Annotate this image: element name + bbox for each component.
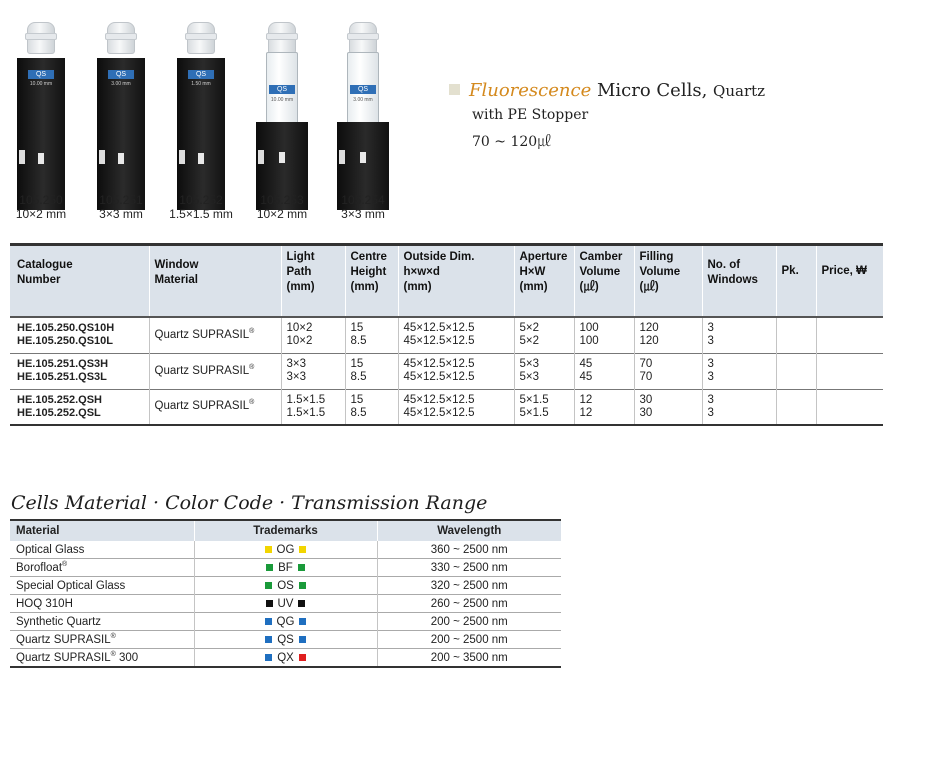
cell-trademark	[194, 559, 377, 577]
table-row	[10, 613, 561, 631]
col-price: Price, ₩	[816, 245, 883, 318]
cell-material: HOQ 310H	[16, 597, 73, 610]
trademark-code: BF	[278, 561, 293, 574]
title-accent: Fluorescence	[469, 80, 592, 101]
color-swatch-icon	[299, 618, 306, 625]
cell-centre-height: 15 8.5	[345, 353, 398, 389]
cell-price	[816, 389, 883, 425]
color-swatch-icon	[298, 564, 305, 571]
cell-material: Quartz SUPRASIL®	[149, 389, 281, 425]
cell-windows: 3 3	[702, 389, 776, 425]
cuvette-body	[177, 58, 225, 210]
side-window	[179, 150, 185, 164]
color-swatch-icon	[299, 582, 306, 589]
cuvette-dim: 3.00 mm	[353, 97, 373, 103]
title-main: Micro Cells,	[596, 80, 708, 101]
cell-windows: 3 3	[702, 317, 776, 353]
side-window	[258, 150, 264, 164]
cuvette-label: QS	[108, 70, 134, 79]
col-catalogue: Catalogue Number	[10, 245, 149, 318]
product-caption	[318, 193, 408, 221]
cell-wavelength: 360 ~ 2500 nm	[377, 541, 561, 559]
product-title	[449, 80, 765, 101]
cell-filling-volume: 120 120	[634, 317, 702, 353]
cell-aperture: 5×2 5×2	[514, 317, 574, 353]
cell-trademark	[194, 541, 377, 559]
col-material: Window Material	[149, 245, 281, 318]
cell-price	[816, 317, 883, 353]
product-size: 10×2 mm	[256, 207, 308, 221]
color-swatch-icon	[265, 618, 272, 625]
cell-catalogue: HE.105.252.QSH HE.105.252.QSL	[17, 393, 102, 419]
cell-material: Quartz SUPRASIL®	[149, 353, 281, 389]
product-size: 3×3 mm	[341, 207, 385, 221]
side-window	[339, 150, 345, 164]
col-mat-material: Material	[10, 520, 194, 541]
cell-material: Quartz SUPRASIL®	[16, 632, 116, 646]
cell-trademark	[194, 577, 377, 595]
stopper	[107, 22, 135, 54]
product-size: 1.5×1.5 mm	[169, 207, 233, 221]
table-row	[10, 541, 561, 559]
cell-outside-dim: 45×12.5×12.5 45×12.5×12.5	[398, 353, 514, 389]
cuvette-body	[17, 58, 65, 210]
cuvette-dim: 3.00 mm	[111, 81, 131, 87]
product-subtitle: with PE Stopper	[472, 107, 589, 123]
trademark-code: OG	[276, 543, 295, 556]
trademark-code: QG	[276, 615, 295, 628]
cell-trademark	[194, 595, 377, 613]
cell-camber-volume: 45 45	[574, 353, 634, 389]
cell-trademark	[194, 613, 377, 631]
cell-light-path: 3×3 3×3	[281, 353, 345, 389]
cell-wavelength: 330 ~ 2500 nm	[377, 559, 561, 577]
cuvette-image	[6, 22, 76, 192]
cell-trademark	[194, 631, 377, 649]
product-code: 105.251	[99, 193, 143, 207]
side-window	[99, 150, 105, 164]
cell-camber-volume: 12 12	[574, 389, 634, 425]
cuvette-body	[97, 58, 145, 210]
cell-catalogue: HE.105.250.QS10H HE.105.250.QS10L	[17, 322, 115, 348]
color-swatch-icon	[298, 600, 305, 607]
product-code: 105.254	[341, 193, 385, 207]
cell-catalogue: HE.105.251.QS3H HE.105.251.QS3L	[17, 358, 109, 383]
col-light-path: Light Path (mm)	[281, 245, 345, 318]
cell-material: Borofloat®	[16, 560, 68, 574]
cell-wavelength: 200 ~ 3500 nm	[377, 649, 561, 668]
cell-wavelength: 320 ~ 2500 nm	[377, 577, 561, 595]
cuvette-image	[247, 22, 317, 192]
cell-centre-height: 15 8.5	[345, 389, 398, 425]
cell-light-path: 10×2 10×2	[281, 317, 345, 353]
cell-outside-dim: 45×12.5×12.5 45×12.5×12.5	[398, 317, 514, 353]
color-swatch-icon	[265, 546, 272, 553]
cell-material: Synthetic Quartz	[16, 615, 102, 628]
title-square-icon	[449, 84, 460, 95]
title-small: Quartz	[713, 82, 766, 100]
spec-table-header	[10, 245, 883, 318]
cell-material: Quartz SUPRASIL® 300	[16, 650, 139, 664]
color-swatch-icon	[265, 654, 272, 661]
stopper	[27, 22, 55, 54]
color-swatch-icon	[265, 582, 272, 589]
front-window	[38, 153, 44, 164]
cell-material: Optical Glass	[16, 543, 85, 556]
cuvette-dim: 10.00 mm	[270, 97, 294, 103]
color-swatch-icon	[266, 564, 273, 571]
table-row	[10, 389, 883, 425]
cuvette-image	[86, 22, 156, 192]
stopper	[349, 22, 377, 54]
color-swatch-icon	[266, 600, 273, 607]
materials-table	[10, 519, 561, 668]
front-window	[198, 153, 204, 164]
cell-outside-dim: 45×12.5×12.5 45×12.5×12.5	[398, 389, 514, 425]
cell-aperture: 5×1.5 5×1.5	[514, 389, 574, 425]
cuvette-image	[166, 22, 236, 192]
front-window	[279, 152, 285, 163]
col-outside-dim: Outside Dim. h×w×d (mm)	[398, 245, 514, 318]
table-row	[10, 317, 883, 353]
cell-pk	[776, 389, 816, 425]
col-mat-wavelength: Wavelength	[377, 520, 561, 541]
col-mat-trademarks: Trademarks	[194, 520, 377, 541]
table-row	[10, 649, 561, 668]
col-windows: No. of Windows	[702, 245, 776, 318]
cell-pk	[776, 317, 816, 353]
col-aperture: Aperture H×W (mm)	[514, 245, 574, 318]
product-caption	[0, 193, 86, 221]
color-swatch-icon	[299, 546, 306, 553]
cell-filling-volume: 30 30	[634, 389, 702, 425]
materials-title: Cells Material · Color Code · Transmission Range	[11, 492, 488, 514]
table-row	[10, 577, 561, 595]
table-row	[10, 559, 561, 577]
front-window	[118, 153, 124, 164]
spec-table	[10, 243, 883, 426]
cuvette-dim: 1.50 mm	[191, 81, 211, 87]
table-row	[10, 595, 561, 613]
cell-light-path: 1.5×1.5 1.5×1.5	[281, 389, 345, 425]
product-caption	[237, 193, 327, 221]
product-size: 10×2 mm	[15, 207, 67, 221]
table-row	[10, 353, 883, 389]
product-code: 105.252	[179, 193, 223, 207]
trademark-code: QX	[277, 651, 294, 664]
cuvette-dim: 10.00 mm	[29, 81, 53, 87]
materials-header	[10, 520, 561, 541]
product-volume: 70 ~ 120㎕	[472, 134, 552, 150]
stopper	[187, 22, 215, 54]
cell-centre-height: 15 8.5	[345, 317, 398, 353]
cell-camber-volume: 100 100	[574, 317, 634, 353]
cell-filling-volume: 70 70	[634, 353, 702, 389]
cuvette-image	[328, 22, 398, 192]
cuvette-label: QS	[269, 85, 295, 94]
cuvette-label: QS	[350, 85, 376, 94]
trademark-code: OS	[277, 579, 294, 592]
cuvette-label: QS	[188, 70, 214, 79]
cell-price	[816, 353, 883, 389]
color-swatch-icon	[299, 654, 306, 661]
col-camber-volume: Camber Volume (㎕)	[574, 245, 634, 318]
cell-trademark	[194, 649, 377, 668]
col-centre-height: Centre Height (mm)	[345, 245, 398, 318]
product-caption	[76, 193, 166, 221]
stopper	[268, 22, 296, 54]
table-row	[10, 631, 561, 649]
cell-aperture: 5×3 5×3	[514, 353, 574, 389]
product-size: 3×3 mm	[99, 207, 143, 221]
color-swatch-icon	[299, 636, 306, 643]
cell-material: Special Optical Glass	[16, 579, 126, 592]
cell-wavelength: 260 ~ 2500 nm	[377, 595, 561, 613]
side-window	[19, 150, 25, 164]
col-pk: Pk.	[776, 245, 816, 318]
product-code: 105.253	[260, 193, 304, 207]
cell-wavelength: 200 ~ 2500 nm	[377, 613, 561, 631]
col-filling-volume: Filling Volume (㎕)	[634, 245, 702, 318]
cuvette-label: QS	[28, 70, 54, 79]
cell-wavelength: 200 ~ 2500 nm	[377, 631, 561, 649]
trademark-code: QS	[277, 633, 294, 646]
front-window	[360, 152, 366, 163]
product-caption	[156, 193, 246, 221]
trademark-code: UV	[277, 597, 294, 610]
product-code: 105.250	[19, 193, 63, 207]
cell-material: Quartz SUPRASIL®	[149, 317, 281, 353]
cell-pk	[776, 353, 816, 389]
color-swatch-icon	[265, 636, 272, 643]
cell-windows: 3 3	[702, 353, 776, 389]
